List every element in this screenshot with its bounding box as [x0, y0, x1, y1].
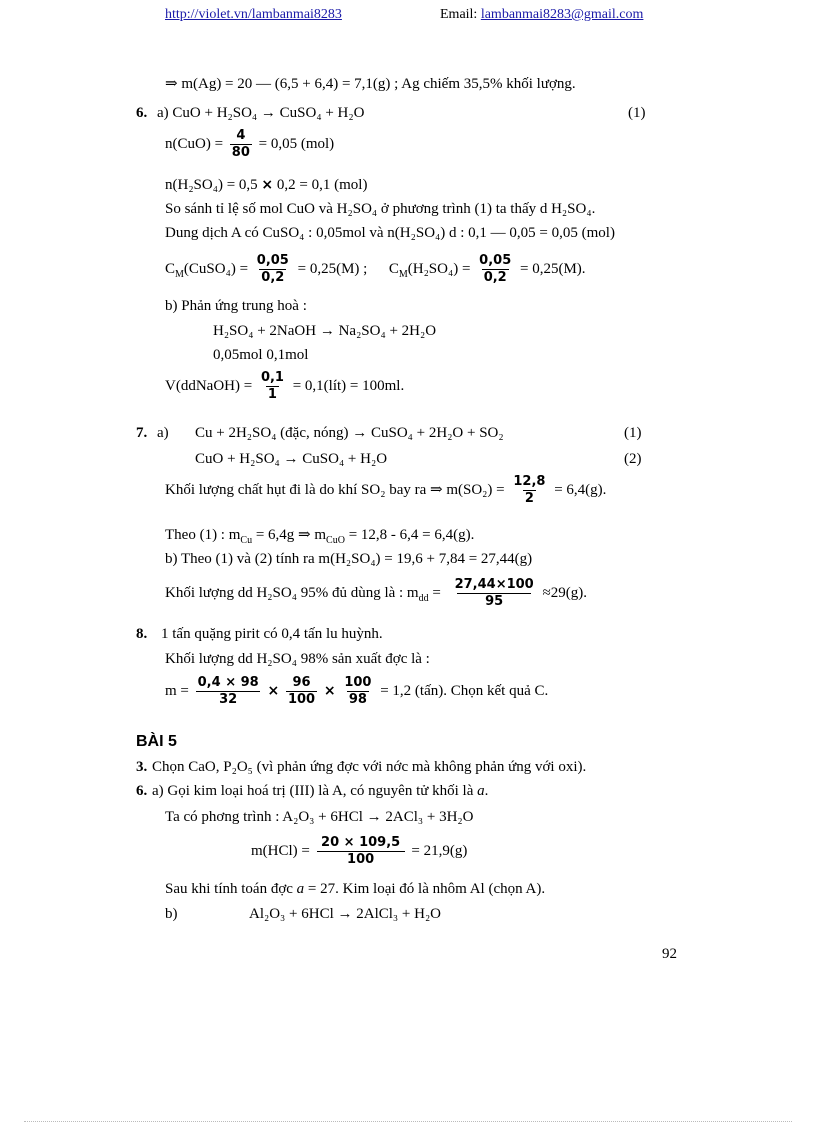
formula-label: (H₂SO₄) =	[407, 260, 471, 277]
text-line: a)	[157, 425, 169, 441]
text-line: Chọn CaO, P₂O₅ (vì phản ứng đợc với nớc mà không phản ứng với oxi).	[152, 759, 587, 775]
question-number: 6.	[136, 105, 148, 121]
fraction-numerator: 27,44×100	[454, 577, 534, 592]
equation-line: Ta có phơng trình : A₂O₃ + 6HCl → 2ACl₃ + 3H₂O	[165, 809, 474, 825]
subscript: CuO	[326, 535, 345, 546]
formula-line	[251, 835, 467, 868]
question-number: 6.	[136, 783, 148, 799]
subscript: M	[175, 268, 184, 280]
equation-number: (1)	[628, 105, 646, 121]
multiply-icon: ×	[323, 682, 336, 699]
formula-result: ≈29(g).	[542, 584, 587, 601]
header-url-link[interactable]: http://violet.vn/lambanmai8283	[165, 7, 342, 22]
formula-label: = 6,4g ⇒ m	[252, 527, 327, 543]
text-line: b) Theo (1) và (2) tính ra m(H₂SO₄) = 19,6 + 7,84 = 27,44(g)	[165, 551, 533, 567]
formula-label: Khối lượng chất hụt đi là do khí SO₂ bay ra ⇒ m(SO₂) =	[165, 481, 505, 498]
fraction-numerator: 12,8	[513, 474, 546, 489]
question-number: 7.	[136, 425, 148, 441]
fraction-numerator: 100	[344, 675, 372, 690]
formula-line	[165, 675, 548, 708]
formula-label: C	[165, 260, 176, 277]
text-line: b)	[165, 906, 178, 922]
formula-line	[165, 526, 474, 550]
fraction-denominator: 80	[231, 145, 250, 160]
fraction-numerator: 0,05	[256, 253, 289, 268]
equation-line: a) CuO + H₂SO₄ → CuSO₄ + H₂O	[157, 105, 365, 121]
fraction	[317, 835, 405, 868]
formula-result: = 0,25(M) ;	[297, 260, 368, 277]
text-run: a) Gọi kim loại hoá trị (III) là A, có nguyên tử khối là	[152, 783, 478, 799]
subscript: M	[398, 268, 408, 280]
formula-line	[165, 128, 334, 161]
page-bottom-divider	[24, 1121, 792, 1122]
fraction	[255, 253, 291, 286]
fraction-denominator: 1	[267, 387, 277, 402]
formula-result: = 12,8 - 6,4 = 6,4(g).	[344, 527, 475, 543]
variable: a	[477, 783, 485, 799]
fraction-denominator: 98	[348, 692, 367, 707]
formula-result: = 21,9(g)	[411, 842, 468, 859]
text-line: b) Phản ứng trung hoà :	[165, 298, 307, 314]
multiply-icon: ×	[267, 682, 280, 699]
formula-line	[165, 253, 586, 286]
fraction	[477, 253, 513, 286]
formula-result: = 0,05 (mol)	[258, 135, 335, 152]
formula-line	[165, 370, 404, 403]
equation-line: CuO + H₂SO₄ → CuSO₄ + H₂O	[195, 451, 388, 467]
equation-line: Cu + 2H₂SO₄ (đặc, nóng) → CuSO₄ + 2H₂O + SO₂	[195, 425, 504, 441]
fraction-numerator: 0,4 × 98	[197, 675, 259, 690]
section-heading: BÀI 5	[136, 733, 177, 750]
text-line: So sánh tỉ lệ số mol CuO và H₂SO₄ ở phương trình (1) ta thấy d H₂SO₄.	[165, 201, 596, 217]
formula-label: n(H₂SO₄) = 0,5	[165, 177, 258, 193]
fraction-denominator: 100	[317, 851, 405, 868]
multiply-icon: ×	[261, 177, 274, 193]
fraction-numerator: 0,05	[479, 253, 512, 268]
header-email-link[interactable]: lambanmai8283@gmail.com	[480, 7, 644, 22]
fraction-numerator: 0,1	[260, 370, 284, 385]
fraction-denominator: 32	[196, 691, 260, 708]
formula-label: n(CuO) =	[165, 135, 224, 152]
fraction-denominator: 95	[457, 593, 531, 610]
equation-number: (1)	[624, 425, 642, 441]
formula-line	[165, 474, 606, 507]
fraction	[196, 675, 261, 708]
formula-line	[165, 577, 587, 610]
question-number: 8.	[136, 626, 148, 642]
page-number: 92	[662, 946, 677, 962]
text-line: 0,05mol 0,1mol	[213, 347, 309, 363]
fraction-numerator: 20 × 109,5	[321, 835, 401, 850]
formula-label: V(ddNaOH) =	[165, 377, 253, 394]
text-line: Dung dịch A có CuSO₄ : 0,05mol và n(H₂SO₄) d : 0,1 — 0,05 = 0,05 (mol)	[165, 225, 615, 241]
fraction	[511, 474, 547, 507]
subscript: Cu	[240, 535, 253, 546]
text-run: .	[484, 783, 489, 799]
header-email	[440, 6, 643, 24]
header-email-label: Email:	[440, 7, 478, 22]
formula-label: (CuSO₄) =	[183, 260, 249, 277]
formula-result: = 1,2 (tấn). Chọn kết quả C.	[380, 682, 549, 699]
variable: a	[296, 881, 305, 897]
equation-line: H₂SO₄ + 2NaOH → Na₂SO₄ + 2H₂O	[213, 323, 437, 339]
formula-label: m =	[165, 682, 189, 699]
equation-number: (2)	[624, 451, 642, 467]
formula-result: = 6,4(g).	[554, 481, 607, 498]
text-run: Sau khi tính toán đợc	[165, 881, 297, 897]
fraction	[286, 675, 317, 708]
text-line	[152, 782, 488, 800]
fraction-denominator: 0,2	[261, 270, 285, 285]
subscript: dd	[418, 592, 429, 604]
formula-result: 0,2 = 0,1 (mol)	[276, 177, 368, 193]
equation-line: Al₂O₃ + 6HCl → 2AlCl₃ + H₂O	[249, 906, 442, 922]
question-number: 3.	[136, 759, 148, 775]
text-line	[165, 880, 545, 898]
text-run: = 27. Kim loại đó là nhôm Al (chọn A).	[304, 881, 546, 897]
formula-result: = 0,25(M).	[520, 260, 586, 277]
text-line: ⇒ m(Ag) = 20 — (6,5 + 6,4) = 7,1(g) ; Ag chiếm 35,5% khối lượng.	[165, 76, 576, 92]
formula-label: C	[388, 260, 399, 277]
fraction-numerator: 96	[292, 675, 311, 690]
formula-label: m(HCl) =	[251, 842, 310, 859]
text-line: Khối lượng dd H₂SO₄ 98% sản xuất đợc là :	[165, 651, 430, 667]
page-header	[165, 6, 342, 24]
formula-label: Theo (1) : m	[165, 527, 241, 543]
fraction-denominator: 0,2	[483, 270, 507, 285]
formula-line	[165, 176, 367, 194]
fraction	[342, 675, 373, 708]
fraction	[230, 128, 252, 161]
formula-label: =	[428, 584, 441, 601]
fraction-numerator: 4	[236, 128, 246, 143]
fraction	[259, 370, 286, 403]
fraction	[453, 577, 536, 610]
fraction-denominator: 2	[524, 491, 534, 506]
formula-result: = 0,1(lít) = 100ml.	[292, 377, 405, 394]
fraction-denominator: 100	[287, 692, 316, 707]
text-line: 1 tấn quặng pirit có 0,4 tấn lu huỳnh.	[161, 626, 383, 642]
formula-label: Khối lượng dd H₂SO₄ 95% đủ dùng là : m	[165, 584, 419, 601]
